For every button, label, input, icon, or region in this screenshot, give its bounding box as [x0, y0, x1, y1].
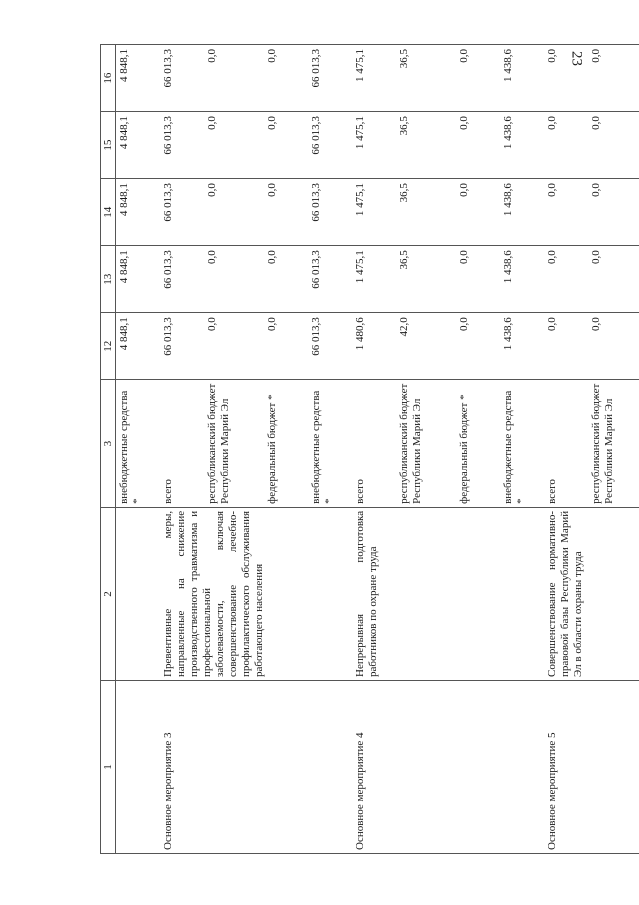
- funding-source: внебюджетные средства *: [116, 380, 161, 508]
- value-col-12: 1 480,6: [352, 313, 396, 380]
- event-name: Основное мероприятие 3: [160, 680, 204, 853]
- event-name: Основное мероприятие 5: [544, 680, 588, 853]
- header-col-16: 16: [101, 45, 116, 112]
- value-col-13: 0,0: [264, 246, 308, 313]
- table-row: [116, 45, 161, 854]
- table-row: [264, 45, 308, 854]
- header-col-14: 14: [101, 179, 116, 246]
- header-col-1: 1: [101, 680, 116, 853]
- event-description: Совершенствование нормативно-правовой базы Республики Марий Эл в области охраны труда: [544, 507, 639, 680]
- value-col-15: 0,0: [588, 112, 639, 179]
- value-col-15: 66 013,3: [160, 112, 204, 179]
- value-col-12: 0,0: [264, 313, 308, 380]
- value-col-13: 66 013,3: [308, 246, 352, 313]
- value-col-14: 1 438,6: [500, 179, 544, 246]
- value-col-16: 0,0: [204, 45, 264, 112]
- value-col-14: 4 848,1: [116, 179, 161, 246]
- value-col-15: 66 013,3: [308, 112, 352, 179]
- value-col-12: 1 438,6: [500, 313, 544, 380]
- value-col-16: 0,0: [544, 45, 588, 112]
- value-col-14: 0,0: [204, 179, 264, 246]
- header-col-3: 3: [101, 380, 116, 508]
- table-row: [500, 45, 544, 854]
- value-col-13: 66 013,3: [160, 246, 204, 313]
- value-col-15: 1 438,6: [500, 112, 544, 179]
- value-col-13: 0,0: [456, 246, 500, 313]
- value-col-12: 0,0: [204, 313, 264, 380]
- funding-source: всего: [352, 380, 396, 508]
- page-number: 23: [568, 51, 585, 66]
- table-row: [160, 45, 204, 854]
- value-col-14: 0,0: [544, 179, 588, 246]
- funding-source: внебюджетные средства *: [308, 380, 352, 508]
- event-name: [500, 680, 544, 853]
- event-description: Непрерывная подготовка работников по охране труда: [352, 507, 544, 680]
- value-col-13: 1 475,1: [352, 246, 396, 313]
- value-col-14: 0,0: [588, 179, 639, 246]
- table-row: [308, 45, 352, 854]
- funding-source: республиканский бюджет Республики Марий Эл: [396, 380, 456, 508]
- table-row: [588, 45, 639, 854]
- value-col-15: 0,0: [544, 112, 588, 179]
- funding-source: всего: [544, 380, 588, 508]
- value-col-16: 0,0: [456, 45, 500, 112]
- event-description: Превентивные меры, направленные на снижение производственного травматизма и профессиональной заболеваемости, включая совершенствование лечебно-профилактического обслуживания работающего населения: [160, 507, 352, 680]
- header-col-15: 15: [101, 112, 116, 179]
- funding-source: республиканский бюджет Республики Марий Эл: [204, 380, 264, 508]
- event-name: [588, 680, 639, 853]
- value-col-15: 0,0: [264, 112, 308, 179]
- value-col-14: 36,5: [396, 179, 456, 246]
- header-col-12: 12: [101, 313, 116, 380]
- rotated-table-container: [100, 44, 615, 854]
- value-col-16: 4 848,1: [116, 45, 161, 112]
- funding-source: федеральный бюджет *: [456, 380, 500, 508]
- table-row: [204, 45, 264, 854]
- value-col-16: 0,0: [588, 45, 639, 112]
- financing-table: [100, 44, 639, 854]
- table-row: [544, 45, 588, 854]
- value-col-13: 36,5: [396, 246, 456, 313]
- event-name: [456, 680, 500, 853]
- funding-source: федеральный бюджет *: [264, 380, 308, 508]
- value-col-15: 1 475,1: [352, 112, 396, 179]
- table-row: [352, 45, 396, 854]
- header-row: [101, 45, 116, 854]
- value-col-13: 0,0: [588, 246, 639, 313]
- funding-source: всего: [160, 380, 204, 508]
- value-col-13: 0,0: [204, 246, 264, 313]
- funding-source: внебюджетные средства *: [500, 380, 544, 508]
- event-name: [264, 680, 308, 853]
- event-name: [204, 680, 264, 853]
- event-name: [308, 680, 352, 853]
- table-row: [396, 45, 456, 854]
- value-col-16: 1 438,6: [500, 45, 544, 112]
- header-col-13: 13: [101, 246, 116, 313]
- value-col-15: 0,0: [456, 112, 500, 179]
- event-description: [116, 507, 161, 680]
- table-row: [456, 45, 500, 854]
- event-name: [116, 680, 161, 853]
- value-col-16: 1 475,1: [352, 45, 396, 112]
- value-col-12: 4 848,1: [116, 313, 161, 380]
- value-col-14: 0,0: [456, 179, 500, 246]
- value-col-16: 0,0: [264, 45, 308, 112]
- value-col-15: 0,0: [204, 112, 264, 179]
- value-col-16: 66 013,3: [308, 45, 352, 112]
- value-col-12: 66 013,3: [160, 313, 204, 380]
- header-col-2: 2: [101, 507, 116, 680]
- value-col-13: 1 438,6: [500, 246, 544, 313]
- value-col-13: 4 848,1: [116, 246, 161, 313]
- event-name: Основное мероприятие 4: [352, 680, 396, 853]
- value-col-12: 0,0: [544, 313, 588, 380]
- value-col-12: 42,0: [396, 313, 456, 380]
- value-col-14: 0,0: [264, 179, 308, 246]
- value-col-16: 36,5: [396, 45, 456, 112]
- funding-source: республиканский бюджет Республики Марий Эл: [588, 380, 639, 508]
- value-col-13: 0,0: [544, 246, 588, 313]
- event-name: [396, 680, 456, 853]
- value-col-12: 0,0: [456, 313, 500, 380]
- value-col-14: 66 013,3: [160, 179, 204, 246]
- value-col-12: 66 013,3: [308, 313, 352, 380]
- value-col-15: 36,5: [396, 112, 456, 179]
- value-col-15: 4 848,1: [116, 112, 161, 179]
- value-col-14: 66 013,3: [308, 179, 352, 246]
- value-col-16: 66 013,3: [160, 45, 204, 112]
- value-col-12: 0,0: [588, 313, 639, 380]
- value-col-14: 1 475,1: [352, 179, 396, 246]
